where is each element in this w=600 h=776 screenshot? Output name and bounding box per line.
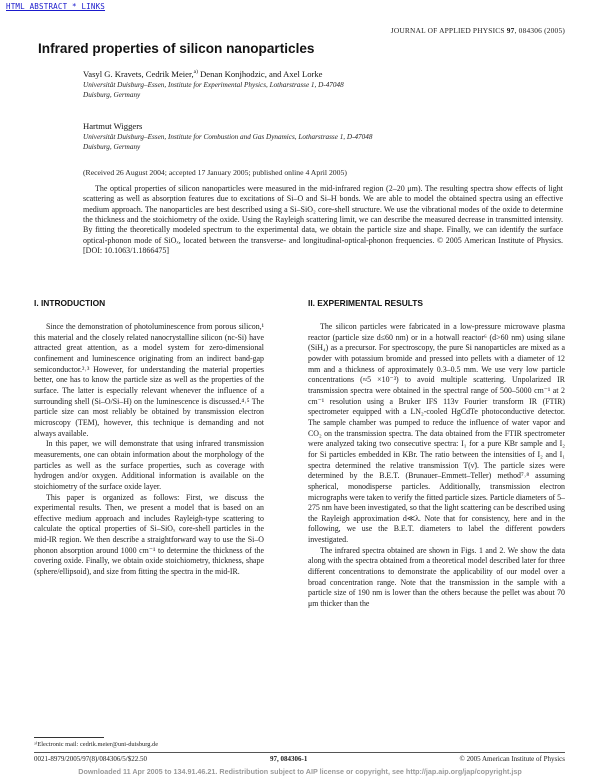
footer-divider [34,752,565,753]
journal-name: JOURNAL OF APPLIED PHYSICS [390,26,505,35]
author-email-footnote: ᵃ⁾Electronic mail: cedrik.meier@uni-duisburg.de [34,741,159,748]
footnote-divider [34,737,104,738]
section-2-body [308,322,565,610]
section-1-paragraph: This paper is organized as follows: First, we discuss the experimental results. Then, we present a model that is based on an effective medium approach and includes Rayleigh-type scattering to calculate the optical properties of Si–SiOₓ core-shell particles in the mid-IR region. We then describe a straightforward way to use the Si–O phonon absorption around 1000 cm⁻¹ to determine the thickness of the covering oxide. Finally, we obtain oxide stoichiometry, thickness, shape (sphere/ellipsoid), and size from fitting the spectra in the mid-IR. [34,492,264,577]
html-abstract-links[interactable]: HTML ABSTRACT * LINKS [6,2,106,11]
affiliation-2-line-2: Duisburg, Germany [83,142,141,151]
footer-copyright: © 2005 American Institute of Physics [459,755,565,763]
authors-group-1 [83,69,323,79]
section-1-body [34,322,264,578]
top-link-bar [0,0,600,14]
affiliation-1-line-2: Duisburg, Germany [83,90,141,99]
section-1-heading: I. INTRODUCTION [34,298,106,308]
paper-title: Infrared properties of silicon nanoparticles [38,41,315,56]
footer-page-number: 97, 084306-1 [270,755,308,763]
affiliation-1 [83,81,344,100]
authors-list-1: Vasyl G. Kravets, Cedrik Meier, [83,69,194,79]
section-2-heading: II. EXPERIMENTAL RESULTS [308,298,423,308]
affiliation-2-line-1: Universität Duisburg–Essen, Institute for Combustion and Gas Dynamics, Lotharstrasse 1, D-47048 [83,133,373,141]
journal-citation: , 084306 (2005) [514,26,565,35]
received-dates: (Received 26 August 2004; accepted 17 January 2005; published online 4 April 2005) [83,168,347,177]
authors-list-1-rest: Denan Konjhodzic, and Axel Lorke [197,69,323,79]
download-notice: Downloaded 11 Apr 2005 to 134.91.46.21. Redistribution subject to AIP license or copyright, see http://jap.aip.org/jap/copyright.jsp [78,767,522,776]
journal-header [300,26,565,35]
section-2-paragraph: The infrared spectra obtained are shown in Figs. 1 and 2. We show the data along with the spectra obtained from a theoretical model described later for three different concentrations to demonstrate the applicability of our model over a broad concentration range. Note that the transmission in the sample with a particle size of 190 nm is lower than the others because the pellet was about 70 μm thicker than the [308,545,565,609]
authors-group-2: Hartmut Wiggers [83,121,143,131]
footer-issn: 0021-8979/2005/97(8)/084306/5/$22.50 [34,755,147,763]
section-1-paragraph: In this paper, we will demonstrate that using infrared transmission measurements, one can obtain information about the morphology of the particles as well as the surface properties, such as coverage with hydrogen and/or oxygen. Additional information is available on the stoichiometry of the surface oxide layer. [34,439,264,491]
journal-volume: 97 [506,26,515,35]
affiliation-2 [83,133,372,152]
abstract [83,184,563,256]
affiliation-1-line-1: Universität Duisburg–Essen, Institute for Experimental Physics, Lotharstrasse 1, D-47048 [83,81,344,89]
section-1-paragraph: Since the demonstration of photoluminescence from porous silicon,¹ this material and the closely related nanocrystalline silicon (nc-Si) have attracted great attention, as a model system for zero-dimensional confinement and luminescence originating from an indirect band-gap semiconductor.²˒³ However, for understanding the material properties better, one has to know the particle size as well as the properties of the surface. The latter is especially relevant whenever the influence of a surrounding shell (Si–O/Si–H) on the luminescence is discussed.⁴˒⁵ The particle size can most reliably be obtained by transmission electron microscopy (TEM), however, this technique is demanding and not always available. [34,322,264,438]
abstract-text: The optical properties of silicon nanoparticles were measured in the mid-infrared region (2–20 μm). The resulting spectra show effects of light scattering as well as absorption features due to excitations of Si–O and Si–H bonds. We are able to model the obtained spectra using an effective medium approach. The nanoparticles are best described using a Si–SiO₂ core-shell structure. We use the vibrational modes of the oxide to determine the thickness and the stoichiometry of the oxide. Using the Rayleigh scattering limit, we can describe the measured decrease in transmitted intensity. By fitting the theoretically modeled spectrum to the experimental data, we obtain the particle size and shape. Finally, we can identify the surface optical-phonon mode of SiOₓ, located between the transverse- and longitudinal-optical-phonon frequencies. © 2005 American Institute of Physics. [DOI: 10.1063/1.1866475] [83,184,563,256]
section-2-paragraph: The silicon particles were fabricated in a low-pressure microwave plasma reactor (particle size d≤60 nm) or in a hotwall reactor⁶ (d>60 nm) using silane (SiH₄) as a precursor. For spectroscopy, the pure Si nanoparticles are mixed as a powder with potassium bromide and pressed into pellets with a diameter of 12 mm and a thickness of approximately 0.3–0.5 mm. We use very low particle concentrations (≈5 ×10⁻³) to avoid multiple scattering. Unpolarized IR transmission spectra were obtained in the spectral range of 500–5000 cm⁻¹ at 2 cm⁻¹ resolution using a Bruker IFS 113v Fourier transform IR (FTIR) spectrometer equipped with a LN₂-cooled HgCdTe photoconductive detector. The sample chamber was pumped to reduce the influence of water vapor and CO₂ on the transmission spectra. The data obtained from the FTIR spectrometer were analyzed taking two consecutive spectra: I₁ for a pure KBr sample and I₂ for Si particles embedded in KBr. The ratio between the intensities of I₂ and I₁ spectra determined the relative transmission T(ν̃). The particle sizes were determined by the B.E.T. (Brunauer–Emmett–Teller) method⁷˒⁸ assuming spherical, monodisperse particles. Additionally, transmission electron micrographs were taken to verify the fitted particle sizes. Particle diameters of 5–275 nm have been investigated, so that the light scattering can be described using the Rayleigh approximation d≪λ. Note that for consistency, here and in the following, we use the B.E.T. diameters to label the different powders investigated. [308,322,566,545]
author-footnote-mark: a) [193,69,198,76]
